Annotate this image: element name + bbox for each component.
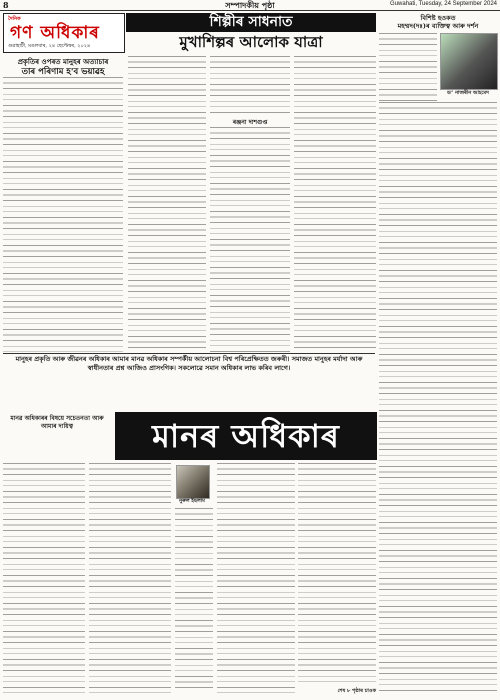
mid-divider xyxy=(3,353,375,354)
masthead-tag: দৈনিক xyxy=(8,16,21,22)
left-article-body xyxy=(3,77,123,352)
masthead-name: গণ অধিকাৰ xyxy=(10,23,100,43)
mid-note: মানুহৰ প্ৰকৃতি আৰু জীৱনৰ অধিকাৰ আমাৰ মানৱ অধিকাৰ সম্পৰ্কীয় আলোচনা বিশ্ব পৰিপ্ৰেক্ষিতত জৰুৰী। সমাজত মানুহৰ মৰ্যাদা আৰু স্বাধীনতাৰ প্ৰশ্ন আজিও প্ৰাসংগিক। সকলোৱে সমান অধিকাৰ লাভ কৰিব লাগে। xyxy=(15,355,363,372)
continued-note: শেষ ৮ পৃষ্ঠাৰ চাওক xyxy=(337,688,376,694)
left-headline-1: প্ৰকৃতিৰ ওপৰত মানুহৰ অত্যাচাৰ xyxy=(17,57,109,66)
center-article-col-2b xyxy=(210,127,290,352)
page-number: 8 xyxy=(3,0,9,10)
lower-col-1 xyxy=(3,463,85,693)
center-article-col-3 xyxy=(294,56,376,352)
right-article-top xyxy=(379,33,437,103)
section-title: সম্পাদকীয় পৃষ্ঠা xyxy=(225,0,275,10)
right-headline-1: বিশিষ্ট হওকত xyxy=(420,14,456,22)
lower-photo-caption: নুৰুল ইছলাম xyxy=(179,498,205,504)
lower-col-3 xyxy=(175,508,213,693)
left-headline-2: তাৰ পৰিণাম হ'ব ভয়াৱহ xyxy=(21,67,105,77)
lower-col-2 xyxy=(89,463,171,693)
masthead-subline: গুৱাহাটী, মঙলবাৰ, ২৪ ছেপ্টেম্বৰ, ২০২৪ xyxy=(8,43,91,49)
top-banner: শিল্পীৰ সাধনাত xyxy=(126,13,376,32)
center-byline: ৰঞ্জনা দাশগুপ্ত xyxy=(232,119,268,126)
center-article-col-2 xyxy=(210,56,290,114)
center-article-col-1 xyxy=(128,56,206,352)
right-article-body xyxy=(379,102,497,692)
lower-banner: মানৰ অধিকাৰ xyxy=(115,412,377,460)
author-photo-right xyxy=(440,33,498,90)
masthead xyxy=(3,13,125,53)
lower-col-4 xyxy=(217,463,295,693)
main-headline: মুখাশিল্পৰ আলোক যাত্ৰা xyxy=(179,33,323,51)
lower-intro-head: মানৱ অধিকাৰৰ বিষয়ে সচেতনতা আৰু আমাৰ দায়িত্ব xyxy=(10,415,104,430)
author-photo-lower xyxy=(176,465,210,499)
right-photo-caption: ড° নাজৰীন আহমেদ xyxy=(447,90,489,96)
dateline: Guwahati, Tuesday, 24 September 2024 xyxy=(390,1,497,7)
lower-col-5 xyxy=(298,463,376,685)
right-headline-2: মহম্মদ(দঃ)ৰ ব্যক্তিত্ব আৰু দৰ্শন xyxy=(397,22,479,30)
